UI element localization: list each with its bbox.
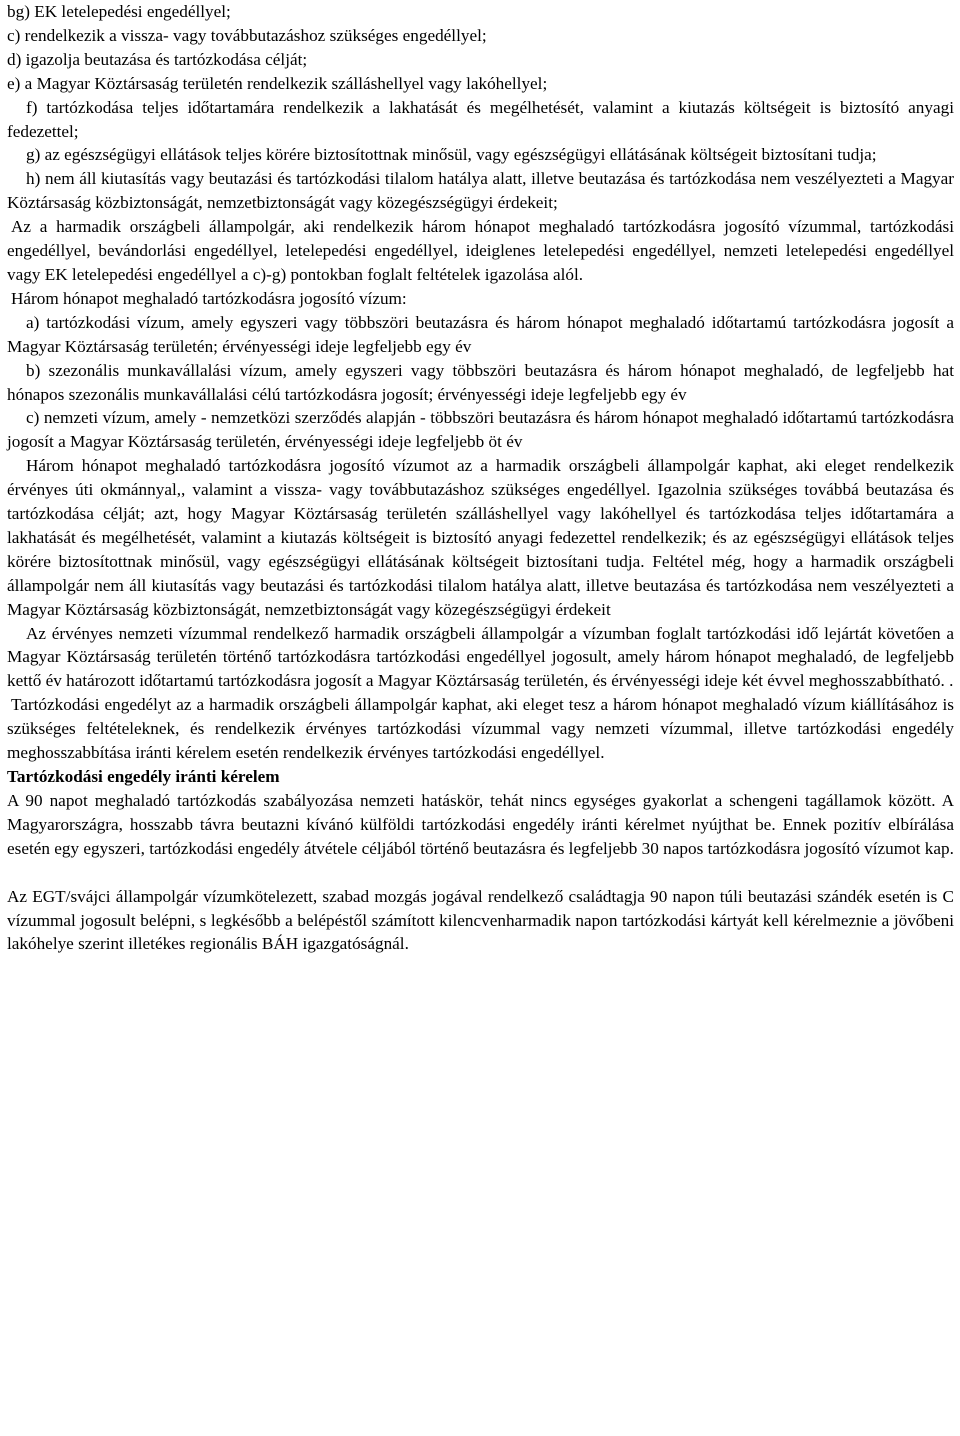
list-item-bg: bg) EK letelepedési engedéllyel; (7, 2, 231, 21)
visa-item-b: b) szezonális munkavállalási vízum, amely egyszeri vagy többszöri beutazásra és három hónapot meghaladó, de legfeljebb hat hónapos szezonális munkavállalási célú tartózkodásra jogosít; érvényességi ideje legfeljebb egy év (7, 360, 954, 404)
list-item-h: h) nem áll kiutasítás vagy beutazási és tartózkodási tilalom hatálya alatt, illetve beutazása és tartózkodása nem veszélyezteti a Magyar Köztársaság közbiztonságát, nemzetbiztonságát vagy közegészségügyi érdekeit; (7, 169, 954, 213)
paragraph-visa-conditions: Három hónapot meghaladó tartózkodásra jogosító vízumot az a harmadik országbeli állampolgár kaphat, aki eleget rendelkezik érvényes úti okmánnyal,, valamint a vissza- vagy továbbutazáshoz szükséges engedéllyel. Igazolnia szükséges továbbá beutazása és tartózkodása célját; azt, hogy Magyar Köztársaság területén szálláshellyel vagy lakóhellyel és tartózkodása teljes időtartamára a lakhatását és megélhetését, valamint a kiutazás költségeit is biztosító anyagi fedezettel rendelkezik; és az egészségügyi ellátások teljes körére biztosítottnak minősül, vagy egészségügyi ellátásának költségeit biztosítani tudja. Feltétel még, hogy a harmadik országbeli állampolgár nem áll kiutasítás vagy beutazási és tartózkodási tilalom hatálya alatt, illetve beutazása és tartózkodása nem veszélyezteti a Magyar Köztársaság közbiztonságát, nemzetbiztonságát vagy közegészségügyi érdekeit (7, 456, 954, 619)
list-item-d: d) igazolja beutazása és tartózkodása célját; (7, 49, 308, 69)
paragraph-90-days: A 90 napot meghaladó tartózkodás szabályozása nemzeti hatáskör, tehát nincs egységes gyakorlat a schengeni tagállamok között. A Magyarországra, hosszabb távra beutazni kívánó külföldi tartózkodási engedély iránti kérelmet nyújthat be. Ennek pozitív elbírálása esetén egy egyszeri, tartózkodási engedély átvétele céljából történő beutazásra és legfeljebb 30 napos tartózkodásra jogosító vízumot kap. (7, 790, 954, 858)
section-heading: Tartózkodási engedély iránti kérelem (7, 767, 280, 786)
list-item-c: c) rendelkezik a vissza- vagy továbbutazáshoz szükséges engedéllyel; (7, 25, 487, 45)
list-item-g: g) az egészségügyi ellátások teljes körére biztosítottnak minősül, vagy egészségügyi ellátásának költségeit biztosítani tudja; (26, 145, 877, 165)
visa-item-c: c) nemzeti vízum, amely - nemzetközi szerződés alapján - többszöri beutazásra és három hónapot meghaladó időtartamú tartózkodásra jogosít a Magyar Köztársaság területén, érvényességi ideje legfeljebb öt év (7, 408, 954, 452)
paragraph-national-visa: Az érvényes nemzeti vízummal rendelkező harmadik országbeli állampolgár a vízumban foglalt tartózkodási idő lejártát követően a Magyar Köztársaság területén történő tartózkodásra tartózkodási engedéllyel jogosult, amely három hónapot meghaladó, de legfeljebb kettő év határozott időtartamú tartózkodásra jogosít a Magyar Köztársaság területén, és érvényességi ideje két évvel meghosszabbítható. . (7, 623, 954, 691)
visa-intro: Három hónapot meghaladó tartózkodásra jogosító vízum: (11, 288, 407, 308)
paragraph-spacer (7, 861, 954, 885)
visa-item-a: a) tartózkodási vízum, amely egyszeri vagy többszöri beutazásra és három hónapot meghaladó időtartamú tartózkodásra jogosít a Magyar Köztársaság területén; érvényességi ideje legfeljebb egy év (7, 312, 954, 356)
paragraph-egt: Az EGT/svájci állampolgár vízumkötelezett, szabad mozgás jogával rendelkező családtagja 90 napon túli beutazási szándék esetén is C vízummal jogosult belépni, s legkésőbb a belépéstől számított kilencvenharmadik napon tartózkodási kártyát kell kérelmeznie a jövőbeni lakóhelye szerint illetékes regionális BÁH igazgatóságnál. (7, 886, 954, 954)
paragraph-third-country: Az a harmadik országbeli állampolgár, aki rendelkezik három hónapot meghaladó tartózkodásra jogosító vízummal, tartózkodási engedéllyel, bevándorlási engedéllyel, letelepedési engedéllyel, ideiglenes letelepedési engedéllyel, nemzeti letelepedési engedéllyel vagy EK letelepedési engedéllyel a c)-g) pontokban foglalt feltételek igazolása alól. (7, 217, 954, 284)
list-item-f: f) tartózkodása teljes időtartamára rendelkezik a lakhatását és megélhetését, valamint a kiutazás költségeit is biztosító anyagi fedezettel; (7, 97, 954, 141)
paragraph-residence-permit: Tartózkodási engedélyt az a harmadik országbeli állampolgár kaphat, aki eleget tesz a három hónapot meghaladó vízum kiállításához is szükséges feltételeknek, és rendelkezik érvényes tartózkodási vízummal vagy nemzeti vízummal, illetve tartózkodási engedély meghosszabbítása iránti kérelem esetén rendelkezik érvényes tartózkodási engedéllyel. (7, 695, 954, 763)
list-item-e: e) a Magyar Köztársaság területén rendelkezik szálláshellyel vagy lakóhellyel; (7, 73, 548, 93)
